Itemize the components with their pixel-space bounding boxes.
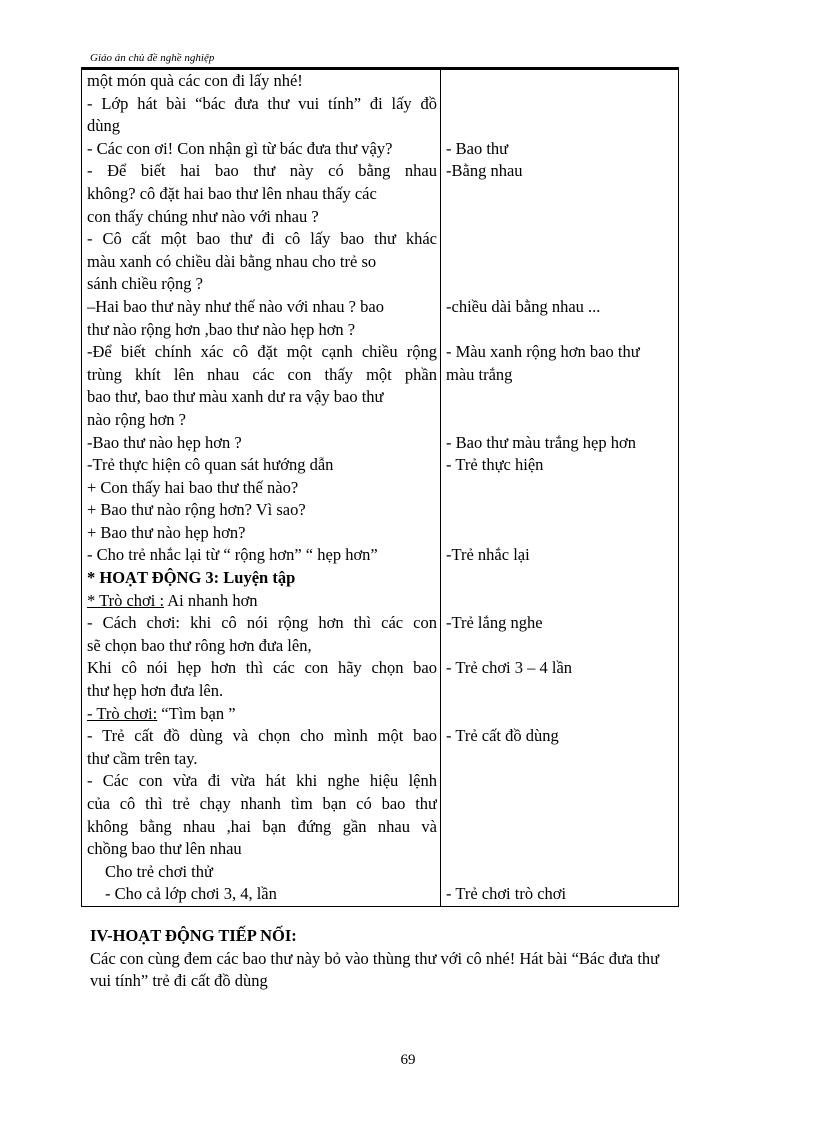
teacher-activity-cell [82,138,441,341]
text-line: -chiều dài bằng nhau ... [446,296,601,316]
text-line [446,861,675,884]
text-line [446,273,675,296]
text-line: - Trẻ thực hiện [446,455,544,475]
text-line [87,703,437,726]
text-line: - Cô cất một bao thư đi cô lấy bao thư khác [87,229,437,249]
text-line: + Bao thư nào rộng hơn? Vì sao? [87,500,306,520]
text-line: không? cô đặt hai bao thư lên nhau thấy các [87,183,377,203]
text-line [446,770,675,793]
page-number: 69 [400,1052,416,1068]
lesson-table-body [82,70,679,906]
text-line: + Bao thư nào hẹp hơn? [87,522,246,542]
teacher-activity-cell [82,432,441,613]
table-row [82,70,679,138]
table-row [82,612,679,906]
child-activity-cell [441,341,679,431]
text-line [446,206,675,229]
text-line [446,522,675,545]
text-line: * HOẠT ĐỘNG 3: Luyện tập [87,568,296,588]
text-line: - Bao thư [446,138,509,158]
child-activity-cell [441,432,679,613]
text-line: thư cầm trên tay. [87,748,198,768]
text-line [446,838,675,861]
text-line: –Hai bao thư này như thế nào với nhau ? bao [87,296,384,316]
text-line: thư hẹp hơn đưa lên. [87,681,224,701]
label-text: “Tìm bạn ” [157,703,236,723]
text-line: - Các con vừa đi vừa hát khi nghe hiệu lệnh [87,771,437,791]
teacher-activity-cell [82,341,441,431]
text-line: - Cho trẻ nhắc lại từ “ rộng hơn” “ hẹp hơn” [87,545,378,565]
label-text: Ai nhanh hơn [164,590,258,610]
text-line: -Trẻ thực hiện cô quan sát hướng dẫn [87,455,334,475]
text-line [446,228,675,251]
child-activity-cell [441,70,679,138]
text-line [446,477,675,500]
text-line [87,590,437,613]
text-line: dùng [87,116,120,136]
text-line: con thấy chúng như nào với nhau ? [87,206,319,226]
text-line [446,748,675,771]
text-line: -Để biết chính xác cô đặt một cạnh chiều rộng [87,342,437,362]
text-line: của cô thì trẻ chạy nhanh tìm bạn có bao thư [87,794,437,813]
text-line: + Con thấy hai bao thư thế nào? [87,477,299,497]
text-line [446,499,675,522]
child-activity-cell [441,612,679,906]
text-line: sẽ chọn bao thư rông hơn đưa lên, [87,635,312,655]
text-line [446,183,675,206]
follow-up-section [90,925,750,993]
section-title: IV-HOẠT ĐỘNG TIẾP NỐI: [90,926,297,945]
lesson-table [81,70,679,907]
text-line: - Trẻ cất đồ dùng [446,726,559,746]
section-text-line: Các con cùng đem các bao thư này bỏ vào thùng thư với cô nhé! Hát bài “Bác đưa thư [90,948,660,968]
text-line: bao thư, bao thư màu xanh dư ra vậy bao thư [87,387,384,407]
text-line: - Các con ơi! Con nhận gì từ bác đưa thư vậy? [87,138,393,158]
text-line: màu trắng [446,364,513,384]
text-line [446,251,675,274]
text-line: chồng bao thư lên nhau [87,839,242,859]
text-line: màu xanh có chiều dài bằng nhau cho trẻ so [87,251,377,271]
teacher-activity-cell [82,612,441,906]
underlined-label: - Trò chơi: [87,703,158,723]
underlined-label: * Trò chơi : [87,590,165,610]
text-line: sánh chiều rộng ? [87,274,203,294]
text-line: không bằng nhau ,hai bạn đứng gần nhau và [87,816,437,836]
text-line: thư nào rộng hơn ,bao thư nào hẹp hơn ? [87,319,356,339]
table-row [82,138,679,341]
text-line [446,635,675,658]
text-line: -Bao thư nào hẹp hơn ? [87,432,242,452]
text-line: Cho trẻ chơi thử [105,861,213,881]
table-row [82,432,679,613]
text-line [446,703,675,726]
text-line [446,793,675,816]
text-line: - Trẻ chơi trò chơi [446,884,567,904]
text-line: một món quà các con đi lấy nhé! [87,71,303,90]
text-line: -Bằng nhau [446,161,523,181]
text-line: - Lớp hát bài “bác đưa thư vui tính” đi lấy đồ [87,93,437,113]
text-line: - Cho cả lớp chơi 3, 4, lần [105,884,277,904]
text-line [446,680,675,703]
text-line: - Trẻ cất đồ dùng và chọn cho mình một bao [87,726,437,746]
text-line: Khi cô nói hẹp hơn thì các con hãy chọn bao [87,658,437,678]
text-line [446,816,675,839]
text-line: -Trẻ nhắc lại [446,545,530,565]
section-text-line: vui tính” trẻ đi cất đồ dùng [90,971,268,991]
text-line: trùng khít lên nhau các con thấy một phần [87,364,437,384]
text-line: -Trẻ lắng nghe [446,613,543,633]
text-line: nào rộng hơn ? [87,409,186,429]
child-activity-cell [441,138,679,341]
text-line: - Trẻ chơi 3 – 4 lần [446,658,573,678]
page-header: Giáo án chủ đề nghề nghiệp [90,52,215,64]
text-line: - Màu xanh rộng hơn bao thư [446,342,640,362]
teacher-activity-cell [82,70,441,138]
table-row [82,341,679,431]
text-line: - Bao thư màu trắng hẹp hơn [446,432,636,452]
text-line: - Cách chơi: khi cô nói rộng hơn thì các con [87,613,437,633]
text-line: - Để biết hai bao thư này có bằng nhau [87,161,437,181]
